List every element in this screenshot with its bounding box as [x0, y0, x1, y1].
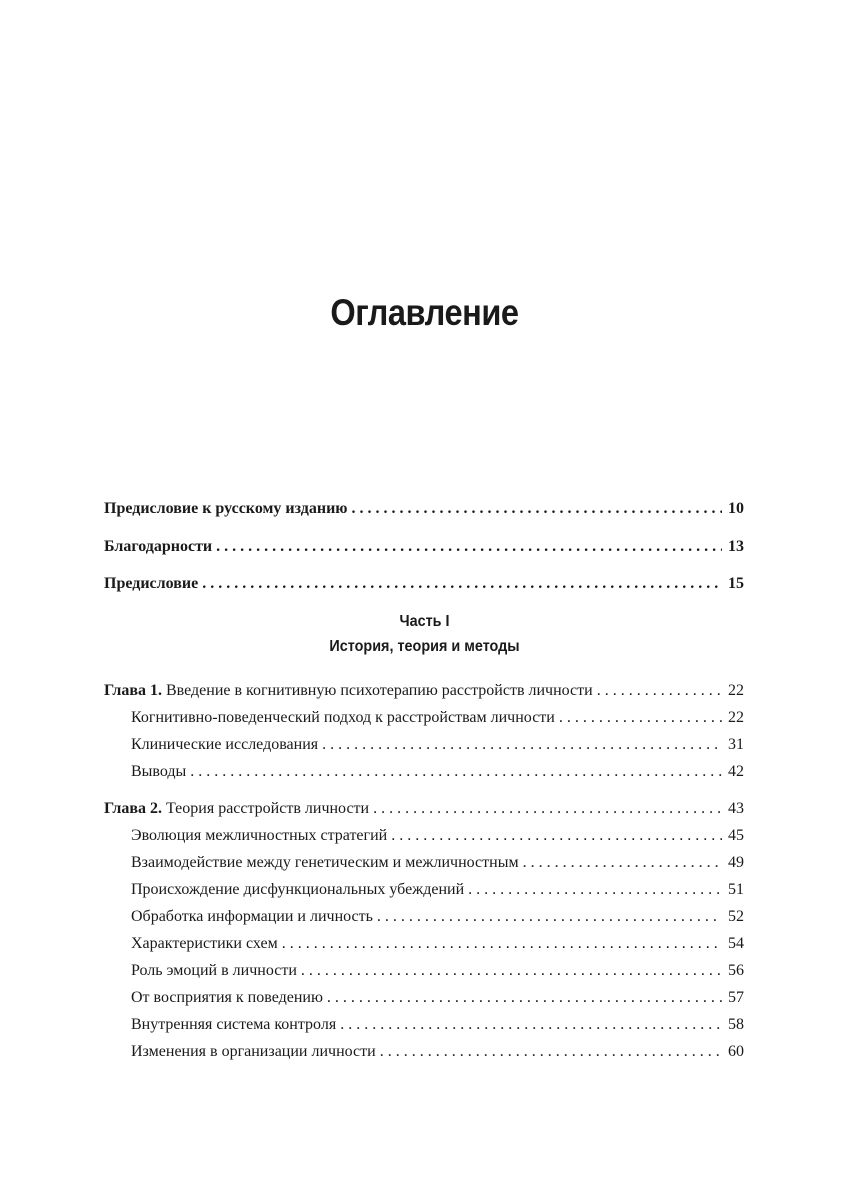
- dot-leader: [216, 537, 722, 557]
- toc-entry-page: 15: [728, 575, 744, 592]
- toc-section[interactable]: [131, 907, 744, 927]
- toc-entry-label: От восприятия к поведению: [131, 989, 323, 1006]
- toc-entry-page: 45: [728, 827, 744, 844]
- toc-section[interactable]: [131, 934, 744, 954]
- toc-entry-page: 54: [728, 935, 744, 952]
- toc-entry-label: Предисловие: [104, 575, 199, 592]
- toc-section[interactable]: [131, 735, 744, 755]
- toc-entry-label: Происхождение дисфункциональных убеждений: [131, 881, 465, 898]
- part-title: История, теория и методы: [329, 638, 520, 655]
- toc-entry-label: Предисловие к русскому изданию: [104, 500, 348, 517]
- chapter-prefix: Глава 1.: [104, 682, 162, 699]
- dot-leader: [202, 574, 722, 594]
- toc-entry-label: Характеристики схем: [131, 935, 278, 952]
- toc-section[interactable]: [131, 988, 744, 1008]
- dot-leader: [190, 762, 722, 782]
- dot-leader: [301, 961, 722, 981]
- toc-section[interactable]: [131, 762, 744, 782]
- dot-leader: [373, 799, 722, 819]
- dot-leader: [352, 499, 722, 519]
- dot-leader: [523, 853, 722, 873]
- toc-entry-label: Роль эмоций в личности: [131, 962, 297, 979]
- toc-section[interactable]: [131, 826, 744, 846]
- toc-entry-label: Изменения в организации личности: [131, 1043, 376, 1060]
- dot-leader: [282, 934, 722, 954]
- toc-entry-preface-russian[interactable]: [104, 499, 744, 519]
- toc-section[interactable]: [131, 1015, 744, 1035]
- toc-section[interactable]: [131, 961, 744, 981]
- toc-entry-label: Эволюция межличностных стратегий: [131, 827, 388, 844]
- toc-entry-acknowledgements[interactable]: [104, 537, 744, 557]
- toc-entry-label: Выводы: [131, 763, 187, 780]
- toc-entry-page: 57: [728, 989, 744, 1006]
- chapter-title: Введение в когнитивную психотерапию расстройств личности: [166, 682, 593, 699]
- dot-leader: [597, 681, 722, 701]
- dot-leader: [322, 735, 722, 755]
- toc-entry-label: Внутренняя система контроля: [131, 1016, 337, 1033]
- toc-entry-page: 13: [728, 538, 744, 555]
- chapter-title: Теория расстройств личности: [166, 800, 370, 817]
- toc-entry-label: Когнитивно-поведенческий подход к расстройствам личности: [131, 709, 555, 726]
- toc-section[interactable]: [131, 880, 744, 900]
- toc-chapter-2[interactable]: [104, 799, 744, 819]
- toc-entry-label: [104, 799, 369, 819]
- toc-entry-label: Взаимодействие между генетическим и межличностным: [131, 854, 519, 871]
- dot-leader: [377, 907, 722, 927]
- toc-entry-page: 56: [728, 962, 744, 979]
- toc-section[interactable]: [131, 853, 744, 873]
- toc-entry-page: 22: [728, 709, 744, 726]
- toc-section[interactable]: [131, 708, 744, 728]
- dot-leader: [468, 880, 722, 900]
- dot-leader: [391, 826, 722, 846]
- toc-entry-page: 58: [728, 1016, 744, 1033]
- dot-leader: [340, 1015, 722, 1035]
- toc-entry-label: Благодарности: [104, 538, 213, 555]
- toc-entry-page: 52: [728, 908, 744, 925]
- toc-entry-page: 51: [728, 881, 744, 898]
- toc-entry-label: Клинические исследования: [131, 736, 319, 753]
- dot-leader: [559, 708, 722, 728]
- dot-leader: [327, 988, 722, 1008]
- toc-entry-label: Обработка информации и личность: [131, 908, 373, 925]
- toc-entry-preface[interactable]: [104, 574, 744, 594]
- toc-entry-page: 10: [728, 500, 744, 517]
- toc-entry-page: 42: [728, 763, 744, 780]
- chapter-prefix: Глава 2.: [104, 800, 162, 817]
- toc-entry-page: 60: [728, 1043, 744, 1060]
- toc-entry-label: [104, 681, 593, 701]
- toc-section[interactable]: [131, 1042, 744, 1062]
- toc-entry-page: 49: [728, 854, 744, 871]
- toc-entry-page: 43: [728, 800, 744, 817]
- toc-entry-page: 31: [728, 736, 744, 753]
- toc-entry-page: 22: [728, 682, 744, 699]
- page-title: Оглавление: [330, 292, 519, 333]
- dot-leader: [380, 1042, 722, 1062]
- part-number: Часть I: [399, 613, 450, 630]
- toc-chapter-1[interactable]: [104, 681, 744, 701]
